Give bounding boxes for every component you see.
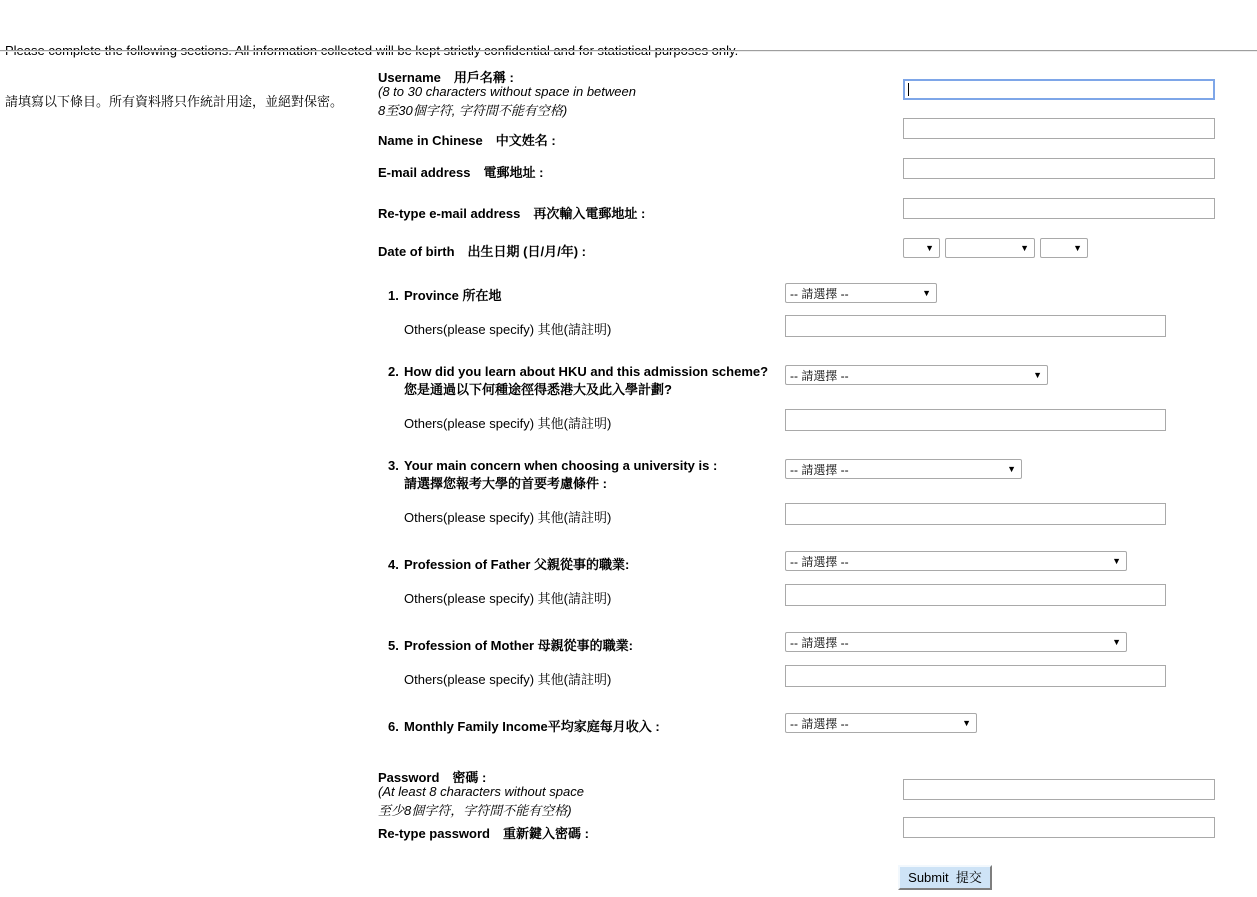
question-3-text-zh: 請選擇您報考大學的首要考慮條件 : <box>404 476 607 491</box>
learn-about-hku-select-value: -- 請選擇 -- <box>790 368 849 383</box>
father-profession-others-input[interactable] <box>785 584 1166 606</box>
retype-email-input[interactable] <box>903 198 1215 219</box>
mother-profession-select[interactable] <box>785 632 1127 652</box>
learn-about-hku-others-label: Others(please specify) 其他(請註明) <box>404 416 612 431</box>
family-income-select-value: -- 請選擇 -- <box>790 716 849 731</box>
question-5-text: Profession of Mother 母親從事的職業: <box>404 638 633 653</box>
dob-day-select[interactable] <box>903 238 940 258</box>
question-2-text-zh: 您是通過以下何種途徑得悉港大及此入學計劃? <box>404 382 672 397</box>
intro-text <box>5 8 738 144</box>
retype-password-input[interactable] <box>903 817 1215 838</box>
question-2-text-en: How did you learn about HKU and this admission scheme? <box>404 364 769 379</box>
question-2-number: 2. <box>388 364 399 379</box>
dropdown-arrow-icon: ▼ <box>1112 636 1121 647</box>
question-3-number: 3. <box>388 458 399 473</box>
dob-year-select[interactable] <box>1040 238 1088 258</box>
question-1 <box>388 285 502 304</box>
dropdown-arrow-icon: ▼ <box>1073 242 1082 253</box>
main-concern-select[interactable] <box>785 459 1022 479</box>
question-6 <box>388 716 660 735</box>
password-label: Password 密碼 : <box>378 770 487 785</box>
main-concern-others-input[interactable] <box>785 503 1166 525</box>
question-4 <box>388 554 629 573</box>
question-5 <box>388 635 633 654</box>
dropdown-arrow-icon: ▼ <box>962 717 971 728</box>
dob-label: Date of birth 出生日期 (日/月/年) : <box>378 244 586 259</box>
question-1-number: 1. <box>388 288 399 303</box>
dropdown-arrow-icon: ▼ <box>1033 369 1042 380</box>
mother-profession-select-value: -- 請選擇 -- <box>790 635 849 650</box>
father-profession-select[interactable] <box>785 551 1127 571</box>
question-5-number: 5. <box>388 638 399 653</box>
password-input[interactable] <box>903 779 1215 800</box>
father-profession-select-value: -- 請選擇 -- <box>790 554 849 569</box>
username-note-line1: (8 to 30 characters without space in between <box>378 84 636 99</box>
question-6-number: 6. <box>388 719 399 734</box>
text-caret <box>908 83 909 96</box>
password-note-line1: (At least 8 characters without space <box>378 784 584 799</box>
intro-line-zh: 請填寫以下條目。所有資料將只作統計用途，並絕對保密。 <box>5 94 344 109</box>
password-note-line2: 至少8個字符，字符間不能有空格) <box>378 803 572 818</box>
name-chinese-label: Name in Chinese 中文姓名 : <box>378 133 556 148</box>
province-others-label: Others(please specify) 其他(請註明) <box>404 322 612 337</box>
dropdown-arrow-icon: ▼ <box>1112 555 1121 566</box>
email-label: E-mail address 電郵地址 : <box>378 165 544 180</box>
retype-email-label: Re-type e-mail address 再次輸入電郵地址 : <box>378 206 646 221</box>
learn-about-hku-select[interactable] <box>785 365 1048 385</box>
mother-profession-others-input[interactable] <box>785 665 1166 687</box>
family-income-select[interactable] <box>785 713 977 733</box>
dropdown-arrow-icon: ▼ <box>1020 242 1029 253</box>
retype-password-label: Re-type password 重新鍵入密碼 : <box>378 826 589 841</box>
province-others-input[interactable] <box>785 315 1166 337</box>
question-4-number: 4. <box>388 557 399 572</box>
name-chinese-input[interactable] <box>903 118 1215 139</box>
province-select-value: -- 請選擇 -- <box>790 286 849 301</box>
question-2 <box>388 364 768 398</box>
question-6-text: Monthly Family Income平均家庭每月收入 : <box>404 719 660 734</box>
username-note-line2: 8至30個字符, 字符間不能有空格) <box>378 103 568 118</box>
email-input[interactable] <box>903 158 1215 179</box>
learn-about-hku-others-input[interactable] <box>785 409 1166 431</box>
intro-line-en: Please complete the following sections. All information collected will be kept strictly confidential and for statistical purposes only. <box>5 43 739 58</box>
question-4-text: Profession of Father 父親從事的職業: <box>404 557 630 572</box>
dob-month-select[interactable] <box>945 238 1035 258</box>
main-concern-select-value: -- 請選擇 -- <box>790 462 849 477</box>
username-input[interactable] <box>903 79 1215 100</box>
question-3 <box>388 458 717 492</box>
submit-button[interactable]: Submit 提交 <box>898 865 992 890</box>
mother-profession-others-label: Others(please specify) 其他(請註明) <box>404 672 612 687</box>
question-3-text-en: Your main concern when choosing a university is : <box>404 458 718 473</box>
dropdown-arrow-icon: ▼ <box>922 287 931 298</box>
dropdown-arrow-icon: ▼ <box>1007 463 1016 474</box>
father-profession-others-label: Others(please specify) 其他(請註明) <box>404 591 612 606</box>
province-select[interactable] <box>785 283 937 303</box>
dropdown-arrow-icon: ▼ <box>925 242 934 253</box>
username-label: Username 用戶名稱 : <box>378 70 514 85</box>
question-1-text: Province 所在地 <box>404 288 502 303</box>
main-concern-others-label: Others(please specify) 其他(請註明) <box>404 510 612 525</box>
divider <box>0 50 1257 52</box>
